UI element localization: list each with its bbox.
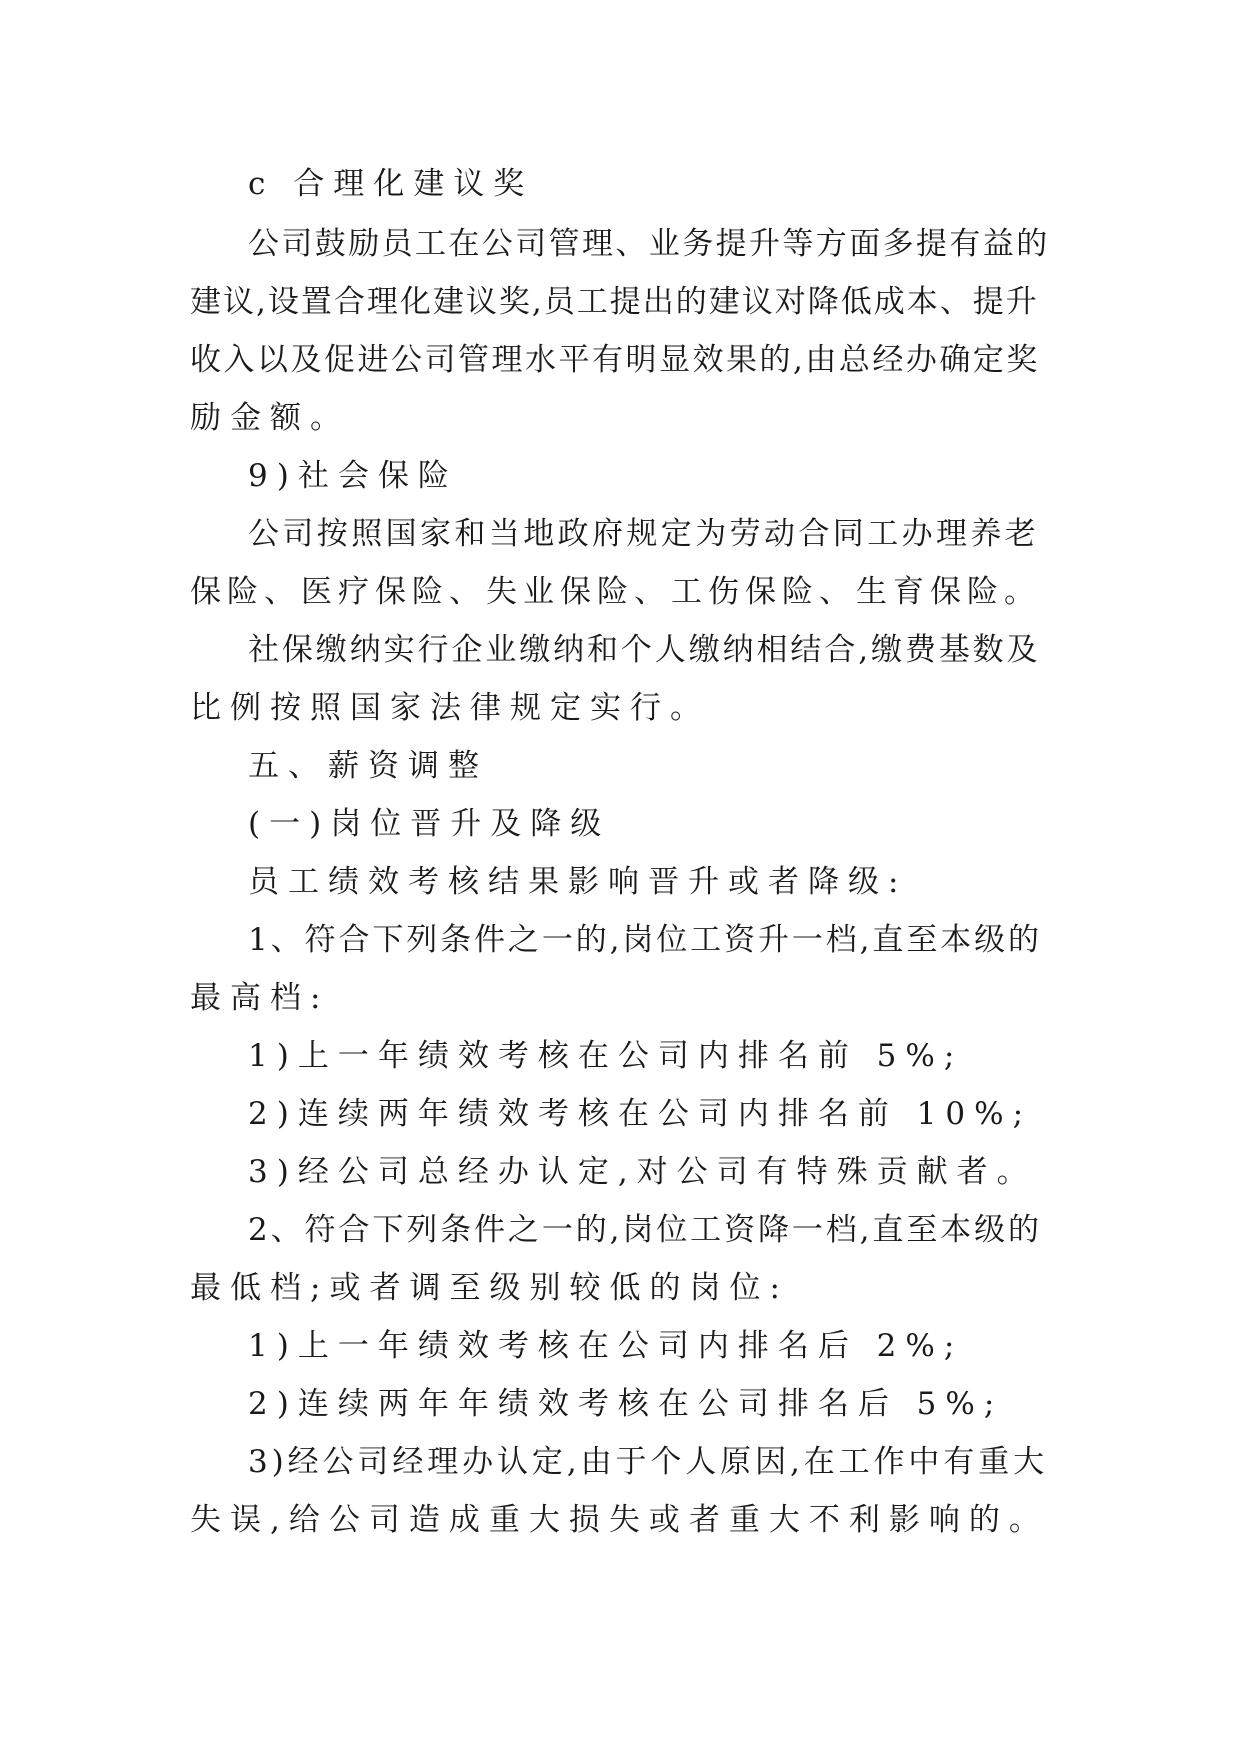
list-item: 3)经公司总经办认定,对公司有特殊贡献者。 [248, 1154, 1037, 1190]
list-item: 3)经公司经理办认定,由于个人原因,在工作中有重大 [248, 1444, 1049, 1480]
paragraph-line: 比例按照国家法律规定实行。 [190, 690, 710, 726]
paragraph-line: 建议,设置合理化建议奖,员工提出的建议对降低成本、提升 [190, 284, 1039, 320]
paragraph-line: 社保缴纳实行企业缴纳和个人缴纳相结合,缴费基数及 [248, 632, 1041, 668]
heading-rationalization-award: c 合理化建议奖 [248, 166, 534, 202]
list-item: 1)上一年绩效考核在公司内排名前 5%; [248, 1038, 964, 1074]
list-item: 1)上一年绩效考核在公司内排名后 2%; [248, 1328, 964, 1364]
list-item: 2)连续两年绩效考核在公司内排名前 10%; [248, 1096, 1033, 1132]
paragraph-line: 收入以及促进公司管理水平有明显效果的,由总经办确定奖 [190, 342, 1040, 378]
heading-promotion-demotion: (一)岗位晋升及降级 [248, 806, 611, 842]
heading-social-insurance: 9)社会保险 [248, 458, 458, 494]
list-item-continuation: 最高档: [190, 980, 330, 1016]
list-item-continuation: 失误,给公司造成重大损失或者重大不利影响的。 [190, 1502, 1049, 1538]
list-item: 2)连续两年年绩效考核在公司排名后 5%; [248, 1386, 1004, 1422]
paragraph-line: 员工绩效考核结果影响晋升或者降级: [248, 864, 908, 900]
list-item: 2、符合下列条件之一的,岗位工资降一档,直至本级的 [248, 1212, 1042, 1248]
list-item-continuation: 最低档;或者调至级别较低的岗位: [190, 1270, 789, 1306]
paragraph-line: 公司鼓励员工在公司管理、业务提升等方面多提有益的 [248, 226, 1050, 262]
heading-salary-adjustment: 五、薪资调整 [248, 748, 488, 784]
paragraph-line: 保险、医疗保险、失业保险、工伤保险、生育保险。 [190, 574, 1041, 610]
paragraph-line: 励金额。 [190, 400, 350, 436]
paragraph-line: 公司按照国家和当地政府规定为劳动合同工办理养老 [248, 516, 1040, 552]
list-item: 1、符合下列条件之一的,岗位工资升一档,直至本级的 [248, 922, 1042, 958]
